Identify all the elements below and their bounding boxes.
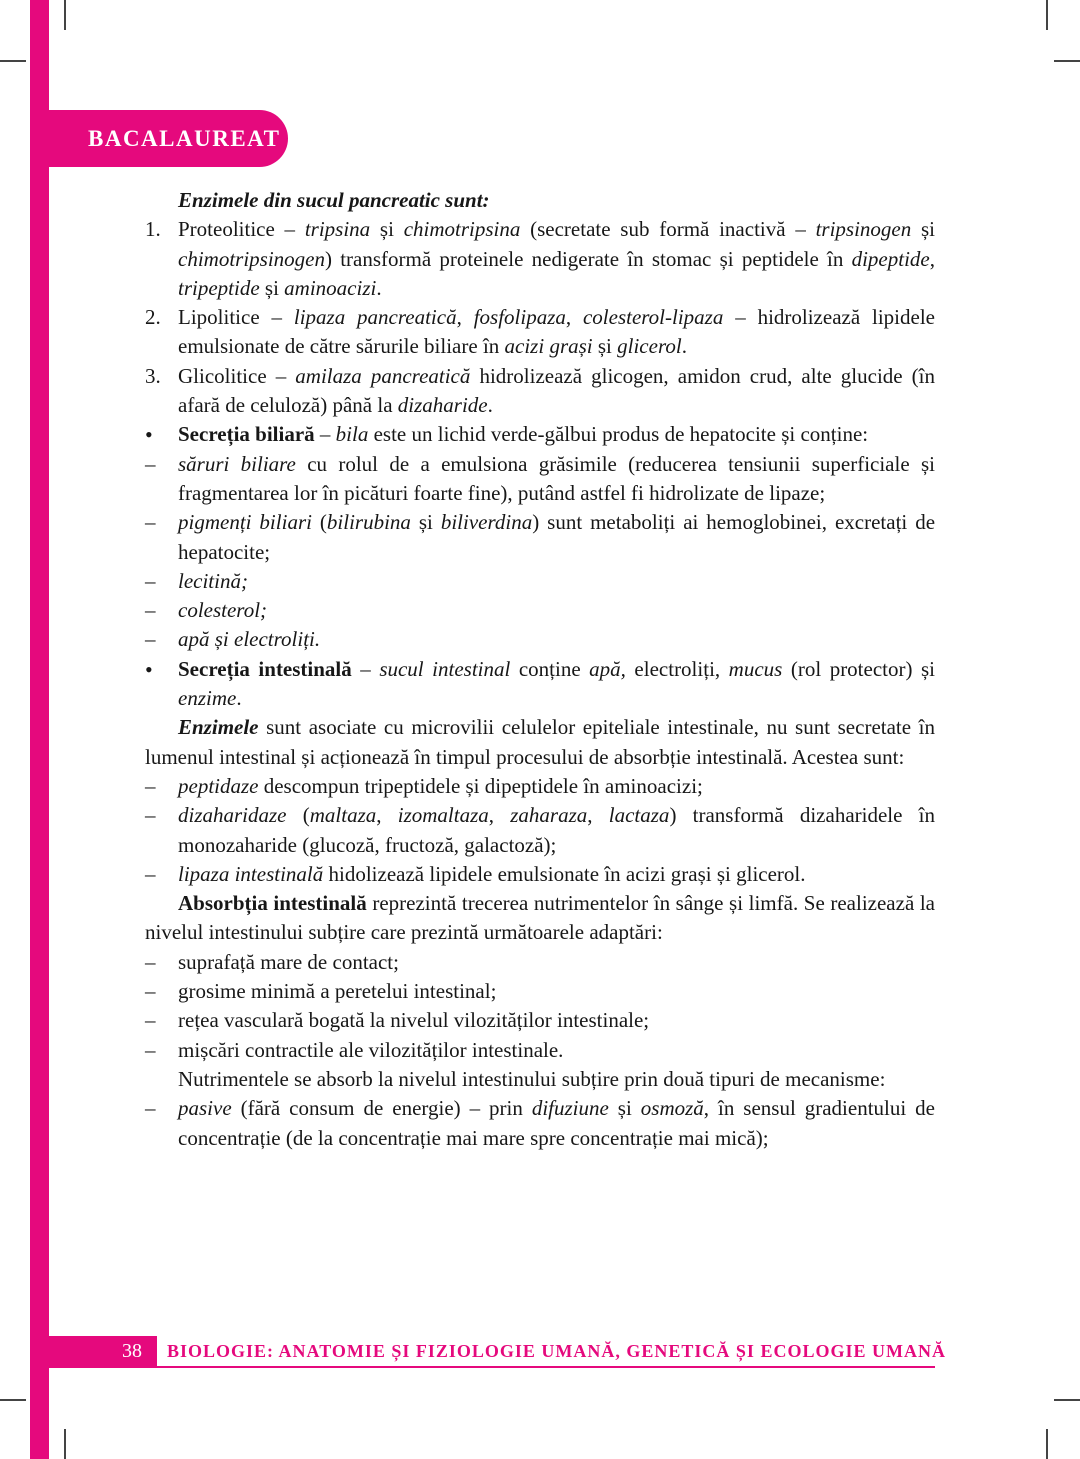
bullet-marker: • <box>145 422 153 448</box>
dash-marker: – <box>145 568 156 593</box>
crop-mark <box>0 1399 26 1401</box>
bullet-marker: • <box>145 656 153 682</box>
list-marker: 1. <box>145 217 161 242</box>
crop-mark <box>1054 60 1080 62</box>
list-item-text: suprafață mare de contact; <box>178 949 399 974</box>
page-number: 38 <box>122 1340 142 1362</box>
list-item-text: Secreția intestinală – sucul intestinal conține apă, electroliți, mucus (rol protector) și enzime. <box>178 656 936 711</box>
dash-marker: – <box>145 598 156 623</box>
list-item-text: Lipolitice – lipaza pancreatică, fosfolipaza, colesterol-lipaza – hidrolizează lipidele emulsionate de către sărurile biliare în acizi grași și glicerol. <box>178 305 935 359</box>
list-marker: 2. <box>145 305 161 330</box>
list-item-text: săruri biliare cu rolul de a emulsiona grăsimile (reducerea tensiunii superficiale și fragmentarea lor în picături foarte fine), putând astfel fi hidrolizate de lipaze; <box>178 451 935 505</box>
list-item-dash <box>145 1036 935 1065</box>
list-item-dash <box>145 772 935 801</box>
page-edge-accent-strip <box>30 0 49 1459</box>
list-item-text: Proteolitice – tripsina și chimotripsina (secretate sub formă inactivă – tripsinogen și chimotripsinogen) transformă proteinele nedigerate în stomac și peptidele în dipeptide, tripeptide și aminoacizi. <box>178 217 935 300</box>
footer-book-title: BIOLOGIE: ANATOMIE ȘI FIZIOLOGIE UMANĂ, GENETICĂ ȘI ECOLOGIE UMANĂ <box>167 1341 946 1361</box>
list-item-dash <box>145 1094 935 1153</box>
list-item-text: Glicolitice – amilaza pancreatică hidrolizează glicogen, amidon crud, alte glucide (în afară de celuloză) până la dizaharide. <box>178 363 936 418</box>
list-item-text: lecitină; <box>178 568 248 593</box>
list-item-dash <box>145 596 935 625</box>
paragraph: Enzimele sunt asociate cu microvilii celulelor epiteliale intestinale, nu sunt secretate în lumenul intestinal și acționează în timpul procesului de absorbție intestinală. Acestea sunt: <box>145 715 935 769</box>
list-item-text: pasive (fără consum de energie) – prin difuziune și osmoză, în sensul gradientului de concentrație (de la concentrație mai mare spre concentrație mai mică); <box>178 1096 935 1150</box>
list-item-dash <box>145 567 935 596</box>
dash-marker: – <box>145 803 156 828</box>
dash-marker: – <box>145 1096 156 1121</box>
dash-marker: – <box>145 773 156 798</box>
list-item-numbered <box>145 362 935 421</box>
paragraph: Nutrimentele se absorb la nivelul intestinului subțire prin două tipuri de mecanisme: <box>178 1066 886 1091</box>
dash-marker: – <box>145 1008 156 1033</box>
list-item-text: pigmenți biliari (bilirubina și biliverdina) sunt metaboliți ai hemoglobinei, excretați de hepatocite; <box>178 510 936 564</box>
list-item-text: mișcări contractile ale vilozităților intestinale. <box>178 1037 564 1062</box>
dash-marker: – <box>145 627 156 652</box>
crop-mark <box>1046 0 1048 30</box>
dash-marker: – <box>145 510 156 535</box>
list-item-text: colesterol; <box>178 598 268 623</box>
crop-mark <box>64 0 66 30</box>
paragraph: Absorbția intestinală reprezintă trecerea nutrimentelor în sânge și limfă. Se realizează la nivelul intestinului subțire care prezintă următoarele adaptări: <box>145 891 935 945</box>
crop-mark <box>1046 1429 1048 1459</box>
list-item-numbered <box>145 303 935 362</box>
page-number-box <box>30 1336 157 1367</box>
dash-marker: – <box>145 861 156 886</box>
list-item-text: Secreția biliară – bila este un lichid verde-gălbui produs de hepatocite și conține: <box>178 422 869 447</box>
list-item-dash <box>145 508 935 567</box>
list-item-text: dizaharidaze (maltaza, izomaltaza, zaharaza, lactaza) transformă dizaharidele în monozaharide (glucoză, fructoză, galactoză); <box>178 803 936 857</box>
section-heading: Enzimele din sucul pancreatic sunt: <box>178 188 490 212</box>
dash-marker: – <box>145 949 156 974</box>
list-item-dash <box>145 948 935 977</box>
list-item-text: lipaza intestinală hidolizează lipidele emulsionate în acizi grași și glicerol. <box>178 861 806 886</box>
list-item-dash <box>145 1006 935 1035</box>
list-item-dash <box>145 625 935 654</box>
list-item-bullet <box>145 655 935 714</box>
list-item-dash <box>145 977 935 1006</box>
list-item-text: rețea vasculară bogată la nivelul vilozităților intestinale; <box>178 1008 650 1033</box>
list-item-text: peptidaze descompun tripeptidele și dipeptidele în aminoacizi; <box>178 773 703 798</box>
dash-marker: – <box>145 979 156 1004</box>
list-item-bullet <box>145 420 935 449</box>
badge-label: BACALAUREAT <box>88 125 281 151</box>
dash-marker: – <box>145 1037 156 1062</box>
list-marker: 3. <box>145 363 161 388</box>
crop-mark <box>1054 1399 1080 1401</box>
crop-mark <box>0 60 26 62</box>
crop-mark <box>64 1429 66 1459</box>
list-item-text: grosime minimă a peretelui intestinal; <box>178 979 497 1004</box>
list-item-dash <box>145 860 935 889</box>
list-item-text: apă și electroliți. <box>178 627 321 652</box>
dash-marker: – <box>145 451 156 476</box>
list-item-numbered <box>145 215 935 303</box>
page-body <box>145 186 935 1153</box>
bacalaureat-badge <box>30 110 288 167</box>
list-item-dash <box>145 801 935 860</box>
list-item-dash <box>145 450 935 509</box>
